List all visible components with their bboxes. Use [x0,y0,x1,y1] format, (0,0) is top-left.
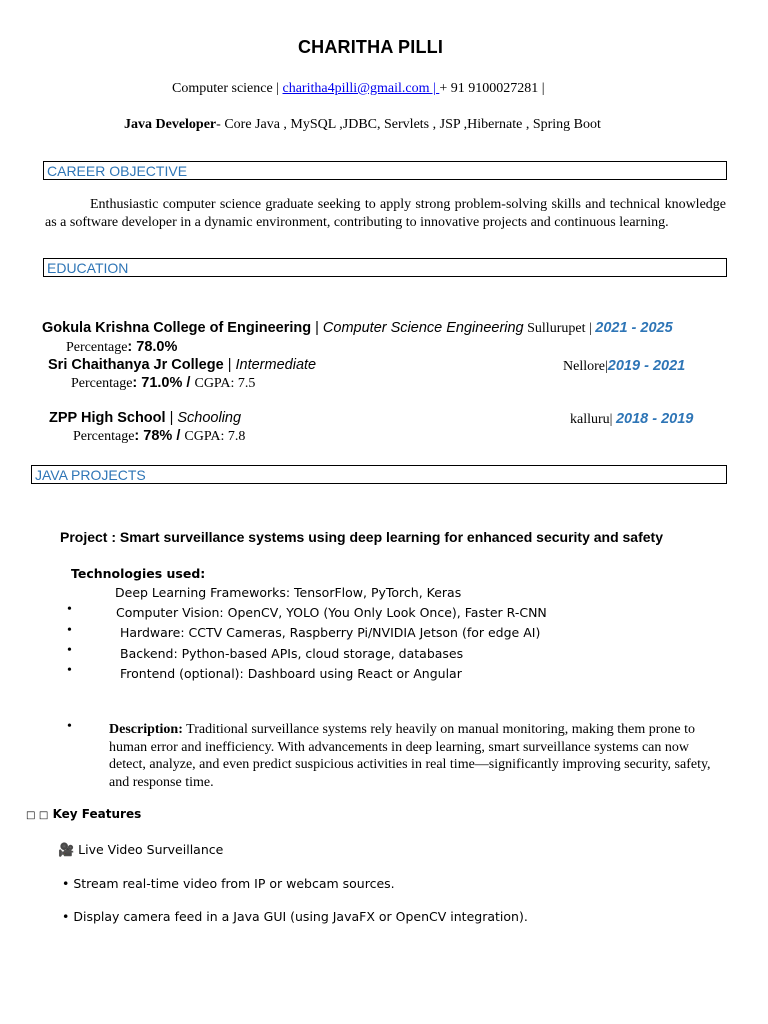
description-label: Description: [109,722,183,737]
key-features-label: Key Features [52,807,142,821]
section-title: EDUCATION [47,260,129,276]
course-name: Computer Science Engineering [322,320,524,336]
percentage-label: Percentage [71,376,133,391]
bullet-dot: • [67,623,72,638]
institution-name: Sri Chaithanya Jr College [48,357,224,373]
course-name: Intermediate [235,357,317,373]
education-years: 2021 - 2025 [595,320,673,336]
bullet-dot: • [67,602,72,617]
course-name: Schooling [177,410,242,426]
feature-point: • Display camera feed in a Java GUI (using JavaFX or OpenCV integration). [62,909,528,924]
skills-list: - Core Java , MySQL ,JDBC, Servlets , JSP ,Hibernate , Spring Boot [216,117,601,132]
education-place: Nellore| [563,359,608,374]
contact-prefix: Computer science | [172,81,283,96]
project-title: Project : Smart surveillance systems using deep learning for enhanced security and safety [60,529,663,545]
education-percentage [66,339,177,356]
bullet-dot: • [67,643,72,658]
tech-item: Computer Vision: OpenCV, YOLO (You Only Look Once), Faster R-CNN [116,605,547,620]
section-java-projects [31,465,727,484]
candidate-name: CHARITHA PILLI [297,37,444,57]
education-percentage [71,375,255,392]
section-education [43,258,727,277]
education-institution [48,357,316,373]
phone-number: + 91 9100027281 | [439,81,545,96]
percentage-value: : 78% / [134,428,185,444]
cgpa-value: CGPA: 7.8 [184,429,246,444]
feature-title [58,842,223,858]
description-text: Traditional surveillance systems rely heavily on manual monitoring, making them prone to human error and inefficiency. With advancements in deep learning, smart surveillance systems can now detect, analyze, and even predict suspicious activities in real time—significantly improving security, safety, and response time. [109,722,711,790]
project-description [109,721,719,791]
section-title: JAVA PROJECTS [35,467,146,483]
institution-name: ZPP High School [49,410,166,426]
feature-title-label: Live Video Surveillance [78,842,224,857]
percentage-label: Percentage [73,429,135,444]
tech-item: Deep Learning Frameworks: TensorFlow, PyTorch, Keras [115,585,462,600]
percentage-label: Percentage [66,340,128,355]
separator: | [165,410,178,426]
role-title: Java Developer [124,117,217,132]
objective-text: Enthusiastic computer science graduate seeking to apply strong problem-solving skills and technical knowledge as a software developer in a dynamic environment, contributing to innovative projects and continuous learning. [45,197,726,230]
tech-heading: Technologies used: [71,566,206,581]
role-skills-line [124,117,601,133]
education-place-years [563,357,685,375]
education-percentage [73,428,245,445]
education-institution [49,410,241,426]
video-camera-icon: 🎥 [58,843,75,858]
separator: | [223,357,236,373]
institution-name: Gokula Krishna College of Engineering [42,320,312,336]
education-place-years [570,410,693,428]
percentage-value: : 78.0% [127,339,178,355]
key-features-heading [26,807,141,821]
tech-item: Frontend (optional): Dashboard using React or Angular [120,666,462,681]
separator: | [311,320,323,336]
email-link[interactable]: charitha4pilli@gmail.com | [282,81,440,96]
bullet-dot: • [67,719,72,734]
tech-item: Backend: Python-based APIs, cloud storage, databases [120,646,464,661]
cgpa-value: CGPA: 7.5 [194,376,256,391]
placeholder-icon: □ □ [26,810,49,821]
bullet-dot: • [67,663,72,678]
feature-point: • Stream real-time video from IP or webcam sources. [62,876,395,891]
education-years: 2019 - 2021 [607,358,686,374]
tech-item: Hardware: CCTV Cameras, Raspberry Pi/NVIDIA Jetson (for edge AI) [120,625,541,640]
education-place: Sullurupet | [523,321,596,336]
percentage-value: : 71.0% / [132,375,195,391]
section-career-objective [43,161,727,180]
education-institution [42,320,673,337]
education-years: 2018 - 2019 [615,411,694,427]
contact-line [172,81,545,97]
section-title: CAREER OBJECTIVE [47,163,188,179]
education-place: kalluru| [570,412,616,427]
